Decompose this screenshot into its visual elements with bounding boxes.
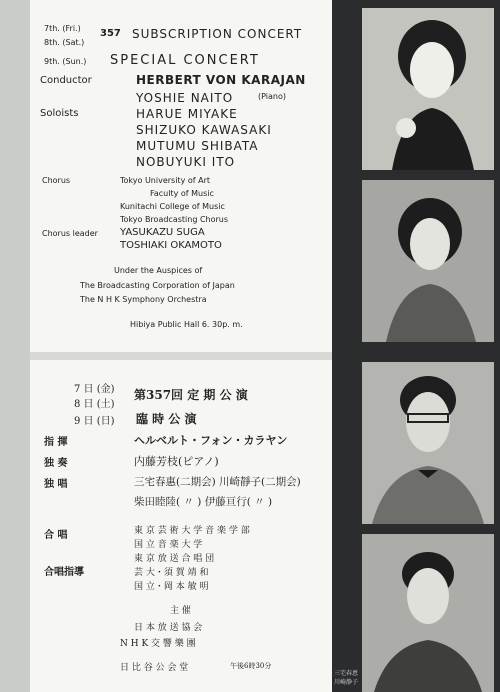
chorus-leader-1: YASUKAZU SUGA <box>120 227 205 238</box>
jp-solo-label: 独 奏 <box>44 458 68 469</box>
conductor-label: Conductor <box>40 75 92 86</box>
portrait-woman-1-figure <box>362 8 494 170</box>
soloist-1-note: (Piano) <box>258 92 286 101</box>
special-concert-title: SPECIAL CONCERT <box>110 53 260 68</box>
jp-leader-label: 合唱指導 <box>44 567 84 578</box>
jp-solo: 内藤芳枝(ピアノ) <box>134 455 219 468</box>
jp-time: 午後6時30分 <box>230 662 272 670</box>
jp-sponsor-label: 主 催 <box>170 606 191 616</box>
jp-chorus-1: 東 京 芸 術 大 学 音 楽 学 部 <box>134 526 250 536</box>
jp-sponsor-1: 日 本 放 送 協 会 <box>134 623 203 633</box>
jp-chorus-3: 東 京 放 送 合 唱 団 <box>134 554 215 564</box>
photo-caption-1: 三宅春恵 <box>334 670 359 677</box>
date-8: 8th. (Sat.) <box>44 38 85 47</box>
jp-date-7: 7 日 (金) <box>74 384 115 395</box>
subscription-title: SUBSCRIPTION CONCERT <box>132 27 303 41</box>
auspices-line-2: The Broadcasting Corporation of Japan <box>80 281 235 290</box>
photo-caption-2: 川崎静子 <box>334 679 359 686</box>
concert-number: 357 <box>100 28 121 39</box>
soloist-4: MUTUMU SHIBATA <box>136 139 259 153</box>
english-program-panel <box>30 0 332 352</box>
chorus-line-1: Tokyo University of Art <box>120 176 210 185</box>
auspices-line-1: Under the Auspices of <box>114 266 203 275</box>
soloists-label: Soloists <box>40 108 79 119</box>
jp-special: 臨 時 公 演 <box>136 412 197 426</box>
chorus-line-4: Tokyo Broadcasting Chorus <box>120 215 229 224</box>
portrait-man-2-figure <box>362 534 494 692</box>
jp-sponsor-2: N H K 交 響 樂 團 <box>120 639 196 649</box>
venue: Hibiya Public Hall 6. 30p. m. <box>130 320 243 329</box>
portrait-woman-2 <box>362 180 494 342</box>
date-9: 9th. (Sun.) <box>44 57 87 66</box>
conductor-name: HERBERT VON KARAJAN <box>136 73 306 87</box>
chorus-label: Chorus <box>42 176 71 185</box>
jp-conductor: ヘルベルト・フォン・カラヤン <box>134 434 288 447</box>
jp-leader-1: 芸 大・須 賀 靖 和 <box>134 568 209 578</box>
jp-date-9: 9 日 (日) <box>74 416 115 427</box>
soloist-1: YOSHIE NAITO <box>136 91 234 105</box>
auspices-line-3: The N H K Symphony Orchestra <box>80 295 207 304</box>
chorus-line-3: Kunitachi College of Music <box>120 202 225 211</box>
jp-chorus-label: 合 唱 <box>44 530 68 541</box>
portrait-man-1 <box>362 362 494 524</box>
jp-chorus-2: 国 立 音 楽 大 学 <box>134 540 203 550</box>
jp-date-8: 8 日 (土) <box>74 399 115 410</box>
soloist-2: HARUE MIYAKE <box>136 107 238 121</box>
soloist-3: SHIZUKO KAWASAKI <box>136 123 272 137</box>
jp-venue: 日 比 谷 公 会 堂 <box>120 663 189 673</box>
jp-title: 第357回 定 期 公 演 <box>134 388 248 402</box>
jp-singers-1: 三宅春惠(二期会) 川崎靜子(二期会) <box>134 476 301 488</box>
portrait-man-2 <box>362 534 494 692</box>
chorus-leader-label: Chorus leader <box>42 229 98 238</box>
date-7: 7th. (Fri.) <box>44 24 81 33</box>
jp-conductor-label: 指 揮 <box>44 437 68 448</box>
portrait-woman-1 <box>362 8 494 170</box>
soloist-5: NOBUYUKI ITO <box>136 155 236 169</box>
jp-singers-label: 独 唱 <box>44 479 68 490</box>
portrait-man-1-figure <box>362 362 494 524</box>
page-margin <box>0 0 30 692</box>
jp-singers-2: 柴田睦陸( 〃 ) 伊藤亘行( 〃 ) <box>134 496 273 508</box>
portrait-woman-2-figure <box>362 180 494 342</box>
jp-leader-2: 国 立・岡 本 敏 明 <box>134 582 209 592</box>
chorus-leader-2: TOSHIAKI OKAMOTO <box>120 240 222 251</box>
chorus-line-2: Faculty of Music <box>150 189 214 198</box>
japanese-program-panel <box>30 360 332 692</box>
